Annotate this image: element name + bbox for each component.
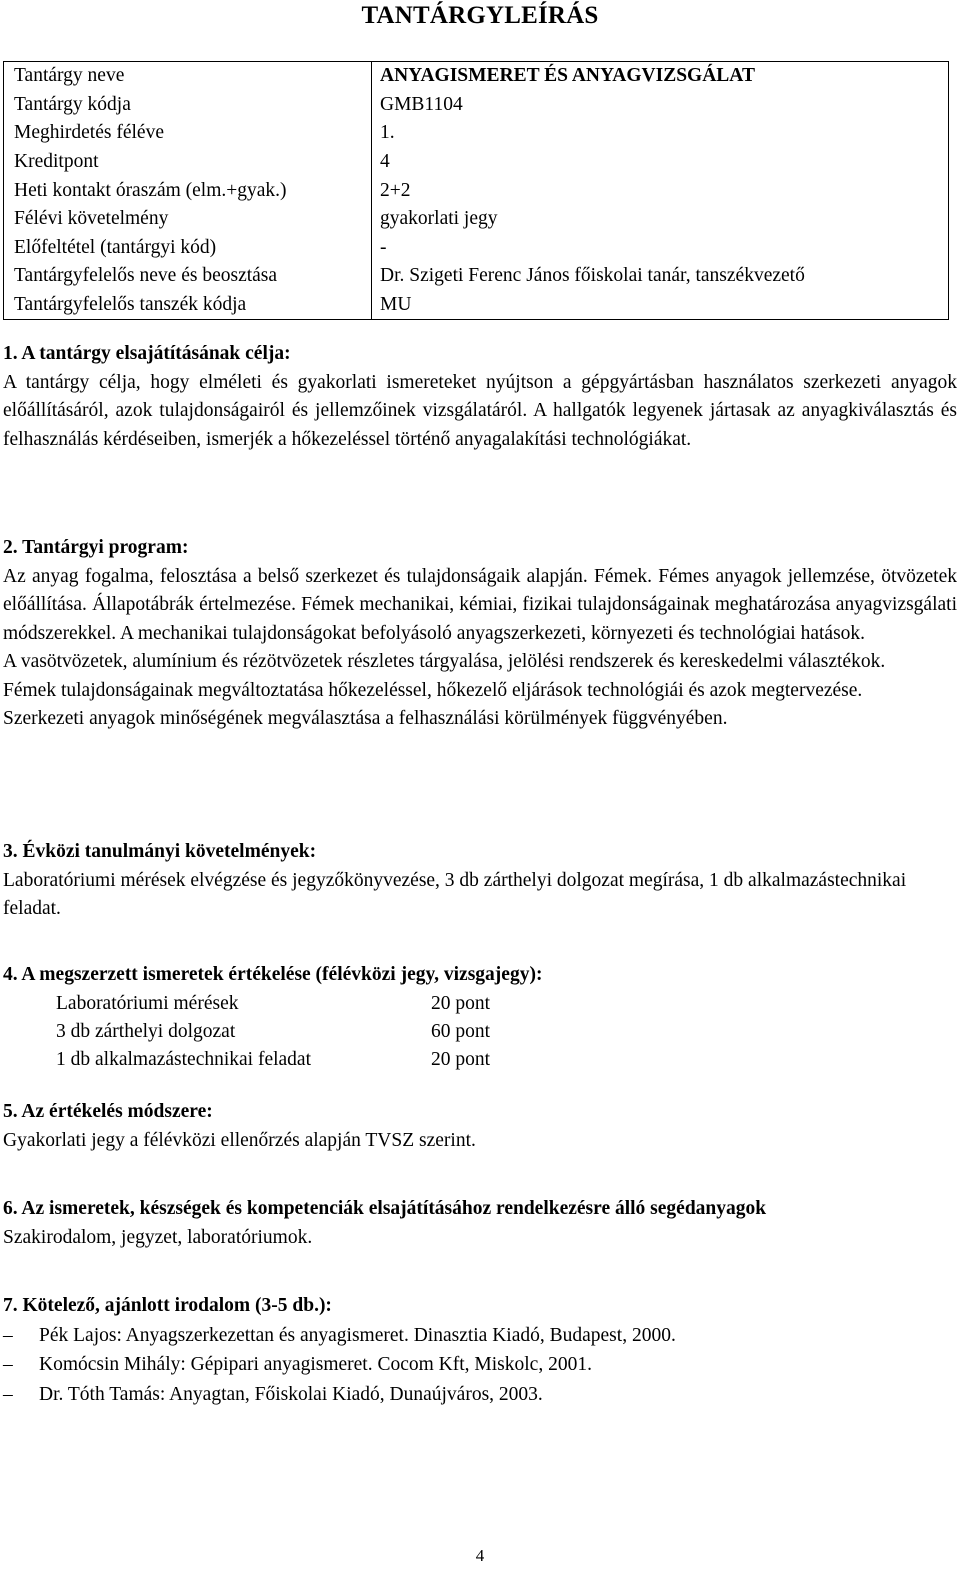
- section-method: [3, 1098, 957, 1155]
- literature-list: [3, 1321, 957, 1410]
- section-text: Laboratóriumi mérések elvégzése és jegyzőkönyvezése, 3 db zárthelyi dolgozat megírása, 1 db alkalmazástechnikai feladat.: [3, 869, 907, 919]
- info-key: Kreditpont: [4, 148, 372, 177]
- grading-label: Laboratóriumi mérések: [56, 992, 239, 1014]
- literature-entry: Pék Lajos: Anyagszerkezettan és anyagismeret. Dinasztia Kiadó, Budapest, 2000.: [39, 1324, 676, 1346]
- list-item: [3, 1321, 957, 1351]
- table-row: [4, 176, 949, 205]
- dash-bullet-icon: –: [3, 1383, 13, 1405]
- table-row: [4, 234, 949, 263]
- section-paragraph: Szerkezeti anyagok minőségének megválasztása a felhasználási körülmények függvényében.: [3, 708, 728, 729]
- section-paragraph: A vasötvözetek, alumínium és rézötvözetek részletes tárgyalása, jelölési rendszerek és kereskedelmi választékok.: [3, 651, 886, 672]
- info-key: Félévi követelmény: [4, 205, 372, 234]
- dash-bullet-icon: –: [3, 1324, 13, 1346]
- section-heading: 1. A tantárgy elsajátításának célja:: [3, 343, 291, 364]
- section-heading: 5. Az értékelés módszere:: [3, 1101, 213, 1122]
- section-literature: [3, 1292, 957, 1409]
- section-paragraph: Az anyag fogalma, felosztása a belső szerkezet és tulajdonságaik alapján. Fémek. Fémes anyagok jellemzése, ötvözetek előállítása. Állapotábrák értelmezése. Fémek mechanikai, kémiai, fizikai tulajdonságainak meghatározása anyagvizsgálati módszerekkel. A mechanikai tulajdonságokat befolyásoló anyagszerkezeti, környezeti és technológiai hatások.: [3, 565, 957, 644]
- info-value: gyakorlati jegy: [380, 208, 498, 230]
- section-program: [3, 534, 957, 734]
- info-value: 1.: [380, 122, 395, 144]
- table-row: [4, 62, 949, 91]
- grading-points: 60 pont: [431, 1020, 491, 1042]
- table-row: [4, 205, 949, 234]
- info-key: Tantárgy kódja: [4, 91, 372, 120]
- info-key: Heti kontakt óraszám (elm.+gyak.): [4, 176, 372, 205]
- section-text: Gyakorlati jegy a félévközi ellenőrzés alapján TVSZ szerint.: [3, 1129, 476, 1151]
- section-heading: 3. Évközi tanulmányi követelmények:: [3, 841, 317, 862]
- section-heading: 4. A megszerzett ismeretek értékelése (félévközi jegy, vizsgajegy):: [3, 964, 543, 985]
- dash-bullet-icon: –: [3, 1354, 13, 1375]
- grading-label: 3 db zárthelyi dolgozat: [56, 1020, 236, 1042]
- section-paragraph: Fémek tulajdonságainak megváltoztatása hőkezeléssel, hőkezelő eljárások technológiái és azok megtervezése.: [3, 679, 863, 701]
- info-value: MU: [380, 294, 412, 316]
- info-value: ANYAGISMERET ÉS ANYAGVIZSGÁLAT: [380, 65, 755, 87]
- course-info-table: [3, 61, 949, 320]
- info-key: Meghirdetés féléve: [4, 119, 372, 148]
- table-row: [4, 91, 949, 120]
- info-key: Előfeltétel (tantárgyi kód): [4, 234, 372, 263]
- table-row: [4, 262, 949, 291]
- table-row: [4, 291, 949, 320]
- table-row: [4, 148, 949, 177]
- info-value: 2+2: [380, 179, 411, 201]
- section-requirements: [3, 838, 957, 924]
- page-number: 4: [475, 1546, 485, 1565]
- literature-entry: Komócsin Mihály: Gépipari anyagismeret. Cocom Kft, Miskolc, 2001.: [39, 1354, 592, 1375]
- section-objective: [3, 340, 957, 454]
- grading-points: 20 pont: [431, 1048, 491, 1070]
- section-evaluation: [3, 961, 957, 1074]
- grading-row: [56, 1046, 957, 1074]
- info-value: -: [380, 236, 387, 258]
- grading-row: [56, 990, 957, 1018]
- grading-points: 20 pont: [431, 992, 491, 1014]
- section-heading: 2. Tantárgyi program:: [3, 537, 189, 558]
- section-text: Szakirodalom, jegyzet, laboratóriumok.: [3, 1226, 313, 1248]
- info-value: Dr. Szigeti Ferenc János főiskolai tanár, tanszékvezető: [380, 265, 805, 287]
- section-text: A tantárgy célja, hogy elméleti és gyakorlati ismereteket nyújtson a gépgyártásban használatos szerkezeti anyagok előállításáról, azok tulajdonságairól és jellemzőinek vizsgálatáról. A hallgatók legyenek jártasak az anyagkiválasztás és felhasználás kérdéseiben, ismerjék a hőkezeléssel történő anyagalakítási technológiákat.: [3, 371, 957, 450]
- grading-list: [56, 990, 957, 1074]
- page-title: TANTÁRGYLEÍRÁS: [361, 2, 599, 29]
- table-row: [4, 119, 949, 148]
- info-key: Tantárgy neve: [4, 62, 372, 91]
- grading-label: 1 db alkalmazástechnikai feladat: [56, 1048, 312, 1070]
- info-key: Tantárgyfelelős tanszék kódja: [4, 291, 372, 320]
- literature-entry: Dr. Tóth Tamás: Anyagtan, Főiskolai Kiadó, Dunaújváros, 2003.: [39, 1383, 543, 1405]
- grading-row: [56, 1018, 957, 1046]
- info-key: Tantárgyfelelős neve és beosztása: [4, 262, 372, 291]
- info-value: 4: [380, 151, 390, 173]
- section-materials: [3, 1195, 957, 1252]
- section-heading: 7. Kötelező, ajánlott irodalom (3-5 db.):: [3, 1295, 332, 1316]
- info-value: GMB1104: [380, 93, 463, 115]
- list-item: [3, 1380, 957, 1410]
- section-heading: 6. Az ismeretek, készségek és kompetenciák elsajátításához rendelkezésre álló segédanyagok: [3, 1198, 767, 1219]
- list-item: [3, 1350, 957, 1380]
